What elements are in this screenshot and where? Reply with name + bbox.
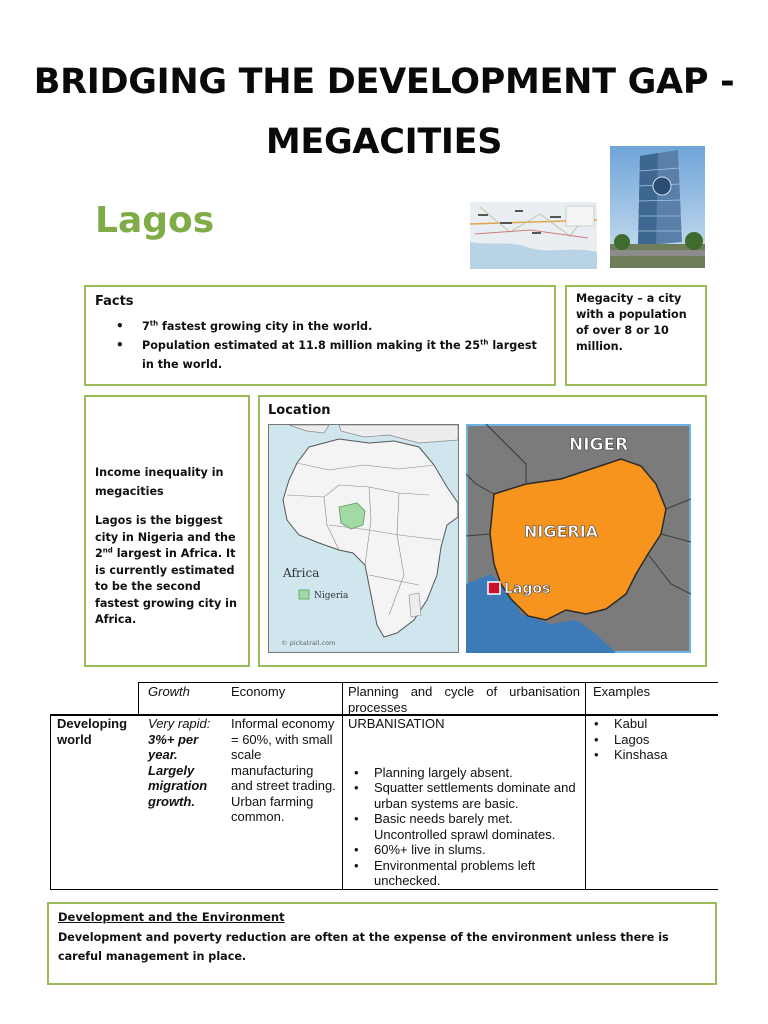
megacity-definition-box	[565, 285, 707, 386]
income-heading: Income inequality in megacities	[95, 466, 224, 498]
growth-rate-value: 3%+ per year.	[148, 731, 199, 762]
header-economy: Economy	[231, 684, 286, 699]
income-inequality-box	[84, 395, 250, 667]
fact-ordinal: th	[149, 319, 159, 328]
nigeria-map-country-label: NIGERIA	[524, 522, 599, 541]
facts-list	[116, 317, 546, 374]
fact-text: Population estimated at 11.8 million making it the 25	[142, 339, 481, 352]
megacity-definition-text: – a city with a population of over 8 or 10 million.	[576, 292, 687, 353]
planning-item: • Squatter settlements dominate and urban systems are basic.	[348, 780, 580, 811]
fact-text: fastest growing city in the world.	[158, 320, 373, 333]
environment-body: Development and poverty reduction are often at the expense of the environment unless there is careful management in place.	[58, 931, 669, 963]
africa-map-credit: © pickatrail.com	[281, 639, 336, 647]
nigeria-map	[466, 424, 691, 653]
examples-cell	[588, 716, 716, 763]
fact-text: 7	[142, 320, 150, 333]
africa-map-label: Africa	[283, 566, 320, 580]
planning-item: • Basic needs barely met. Uncontrolled sprawl dominates.	[348, 811, 580, 842]
planning-item: • 60%+ live in slums.	[348, 842, 580, 858]
row-label-developing-world: Developing world	[57, 716, 128, 747]
example-city: • Kabul	[588, 716, 716, 732]
planning-title: URBANISATION	[348, 716, 445, 731]
comparison-table	[50, 682, 718, 890]
fact-ordinal: th	[480, 338, 489, 347]
fact-item	[116, 317, 546, 336]
planning-item: • Environmental problems left unchecked.	[348, 858, 580, 889]
location-heading: Location	[268, 403, 331, 418]
title-line-2: MEGACITIES	[265, 122, 503, 162]
africa-map-legend: Nigeria	[314, 591, 349, 601]
example-city: • Kinshasa	[588, 747, 716, 763]
economy-cell: Informal economy = 60%, with small scale manufacturing and street trading. Urban farming common.	[231, 716, 336, 824]
nigeria-map-city-label: Lagos	[504, 581, 551, 597]
title-line-1: BRIDGING THE DEVELOPMENT GAP -	[33, 62, 735, 102]
header-planning: Planning and cycle of urbanisation processes	[348, 684, 580, 715]
fact-item	[116, 336, 546, 374]
environment-heading: Development and the Environment	[58, 910, 285, 924]
africa-map	[268, 424, 459, 653]
planning-item: • Planning largely absent.	[348, 765, 580, 781]
location-box	[258, 395, 707, 667]
building-photo	[610, 146, 705, 268]
example-city: • Lagos	[588, 732, 716, 748]
facts-box	[84, 285, 556, 386]
city-heading: Lagos	[95, 200, 215, 241]
planning-list	[348, 765, 580, 889]
income-ordinal: nd	[102, 546, 113, 555]
income-text: Lagos is the biggest city in Nigeria and the 2	[95, 514, 236, 560]
megacity-term: Megacity	[576, 292, 634, 305]
growth-type: Largely migration growth.	[148, 762, 208, 809]
region-map-image	[470, 202, 597, 269]
fact-text: largest in the world.	[142, 339, 537, 371]
income-text: largest in Africa. It is currently estimated to be the second fastest growing city in Africa.	[95, 547, 237, 626]
income-body	[95, 513, 245, 629]
environment-box	[47, 902, 717, 985]
header-examples: Examples	[593, 684, 651, 699]
nigeria-map-neighbor-label: NIGER	[569, 435, 629, 455]
examples-list	[588, 716, 716, 763]
facts-heading: Facts	[95, 294, 134, 309]
planning-cell	[348, 716, 580, 889]
growth-cell	[148, 716, 228, 809]
header-growth: Growth	[148, 684, 190, 699]
growth-rate-label: Very rapid:	[148, 716, 211, 731]
megacity-definition	[576, 291, 702, 355]
